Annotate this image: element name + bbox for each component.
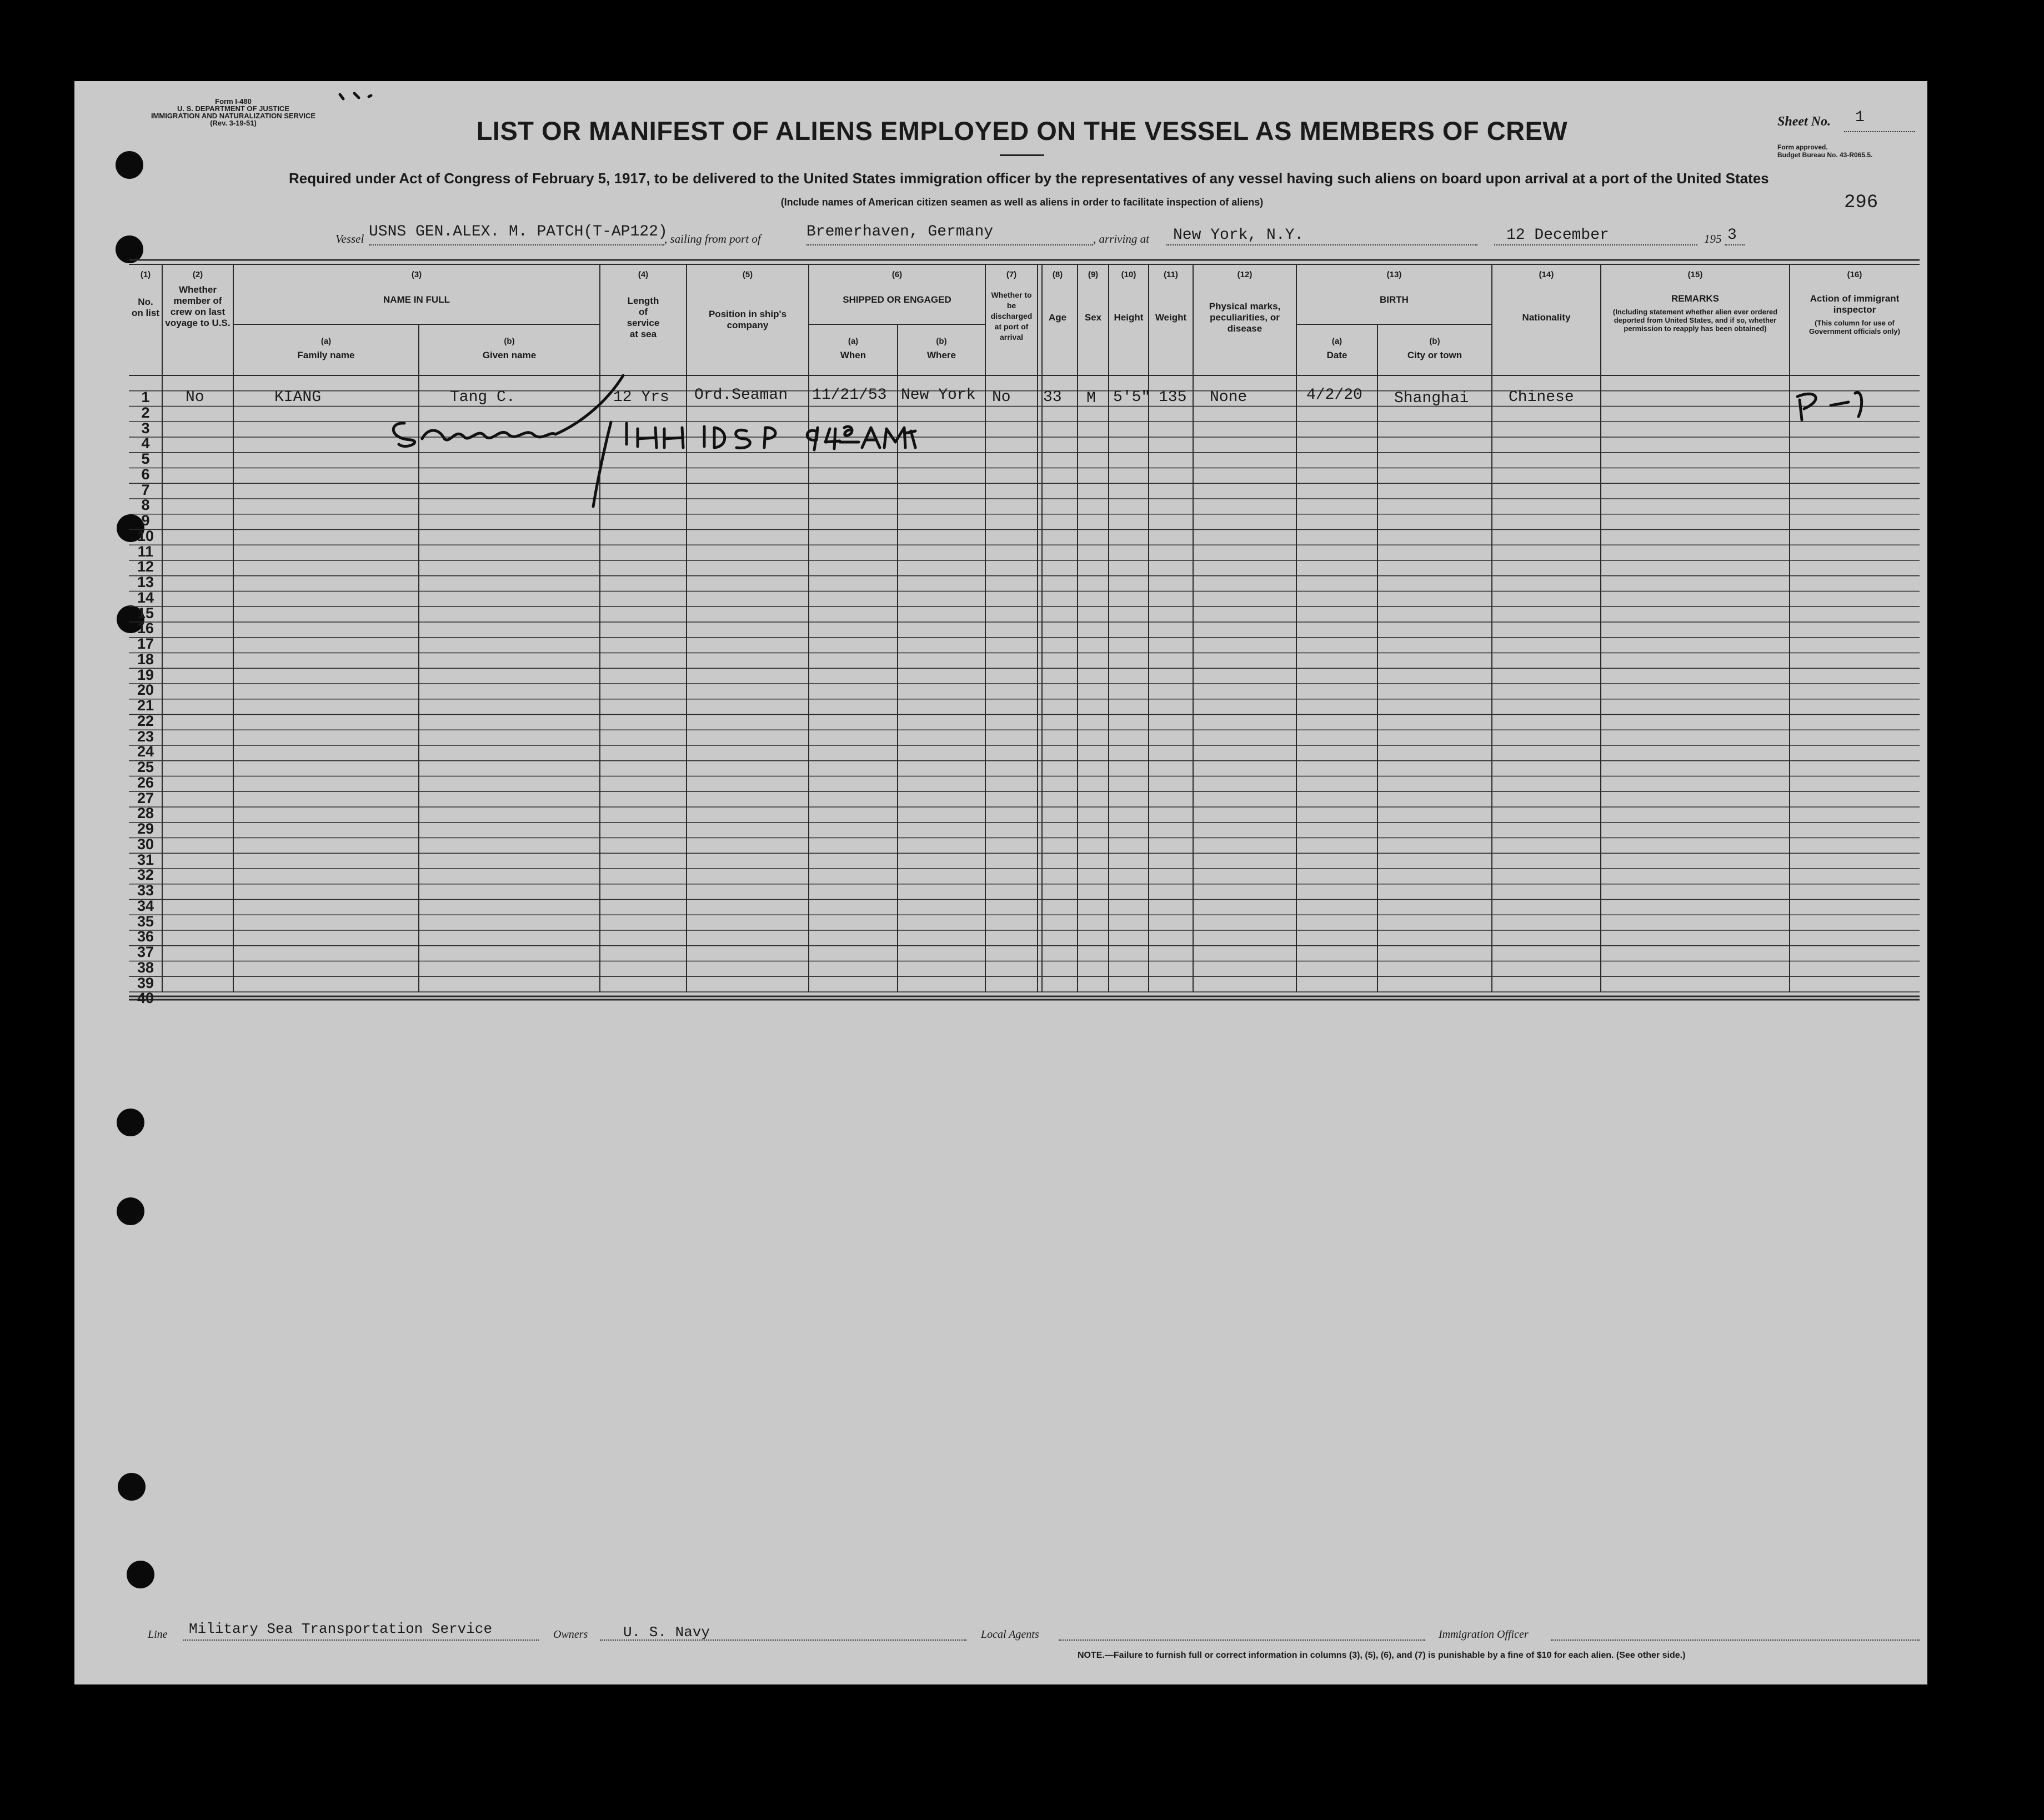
vessel-name: USNS GEN.ALEX. M. PATCH(T-AP122) bbox=[369, 223, 668, 240]
row-number: 20 bbox=[137, 681, 154, 699]
entry-weight: 135 bbox=[1159, 389, 1187, 406]
revision-date: (Rev. 3-19-51) bbox=[210, 119, 257, 127]
vessel-label: Vessel bbox=[335, 232, 364, 245]
entry-discharged: No bbox=[992, 389, 1011, 406]
col4-number: (4) bbox=[638, 270, 649, 279]
row-number: 34 bbox=[137, 897, 154, 914]
page-instruction: (Include names of American citizen seamen as well as aliens in order to facilitate inspection of aliens) bbox=[780, 197, 1264, 208]
col13-header: BIRTH bbox=[1380, 294, 1409, 305]
row-number: 19 bbox=[137, 666, 154, 683]
entry-birth-city: Shanghai bbox=[1394, 390, 1469, 407]
col1-header: No. on list bbox=[131, 297, 160, 318]
col12-header: Physical marks, peculiarities, or disease bbox=[1209, 301, 1281, 334]
line-label: Line bbox=[148, 1628, 168, 1641]
arrival-date: 12 December bbox=[1506, 227, 1609, 244]
col6b-number: (b) bbox=[936, 337, 947, 346]
entry-shipped-where: New York bbox=[901, 387, 976, 404]
col15-number: (15) bbox=[1687, 270, 1703, 279]
row-number: 5 bbox=[141, 450, 150, 467]
entry-age: 33 bbox=[1043, 389, 1062, 406]
owners-value: U. S. Navy bbox=[623, 1624, 710, 1641]
entry-physical-marks: None bbox=[1210, 389, 1248, 406]
row-number: 1 bbox=[141, 389, 150, 405]
col9-number: (9) bbox=[1088, 270, 1099, 279]
col5-number: (5) bbox=[742, 270, 753, 279]
entry-family-name: KIANG bbox=[274, 389, 322, 406]
col13b-header: City or town bbox=[1407, 350, 1462, 360]
owners-field bbox=[600, 1639, 966, 1641]
row-number: 39 bbox=[137, 974, 154, 991]
local-agents-label: Local Agents bbox=[981, 1628, 1039, 1641]
row-number: 12 bbox=[137, 558, 154, 575]
line-field bbox=[183, 1639, 539, 1641]
col16-subheader: (This column for use of Government officials only) bbox=[1809, 319, 1900, 335]
col5-header: Position in ship's company bbox=[708, 309, 787, 330]
row-number: 22 bbox=[137, 712, 154, 729]
col4-header: Length of service at sea bbox=[627, 295, 660, 339]
row-number: 13 bbox=[137, 574, 154, 590]
row-number: 38 bbox=[137, 959, 154, 976]
col12-number: (12) bbox=[1237, 270, 1253, 279]
year-prefix: 195 bbox=[1704, 232, 1722, 245]
entry-height: 5'5" bbox=[1113, 389, 1151, 406]
col7-number: (7) bbox=[1006, 270, 1017, 279]
immigration-officer-label: Immigration Officer bbox=[1439, 1628, 1529, 1641]
row-number: 15 bbox=[137, 604, 154, 621]
col3a-header: Family name bbox=[297, 350, 355, 360]
row-number: 16 bbox=[137, 620, 154, 637]
col6a-number: (a) bbox=[848, 337, 859, 346]
col15-header: REMARKS bbox=[1671, 293, 1719, 304]
row-number: 3 bbox=[141, 419, 150, 437]
row-number: 25 bbox=[137, 759, 154, 775]
row-number: 31 bbox=[137, 851, 154, 868]
row-number: 14 bbox=[137, 589, 154, 606]
row-number: 28 bbox=[137, 805, 154, 822]
row-number: 33 bbox=[137, 882, 154, 899]
col6b-header: Where bbox=[927, 350, 956, 360]
row-number: 8 bbox=[141, 497, 150, 514]
col10-header: Height bbox=[1114, 312, 1144, 323]
approval-line: Form approved. bbox=[1777, 143, 1828, 151]
row-number: 27 bbox=[137, 789, 154, 806]
col13a-header: Date bbox=[1326, 350, 1347, 360]
col15-subheader: (Including statement whether alien ever ordered deported from United States, and if so, whether permission to reapply has been obtained) bbox=[1612, 308, 1778, 333]
row-number: 10 bbox=[137, 527, 154, 544]
row-number: 23 bbox=[137, 728, 154, 745]
row-number: 35 bbox=[137, 912, 154, 930]
page-title: LIST OR MANIFEST OF ALIENS EMPLOYED ON THE VESSEL AS MEMBERS OF CREW bbox=[476, 116, 1568, 146]
row-number: 37 bbox=[137, 944, 154, 960]
col6-header: SHIPPED OR ENGAGED bbox=[843, 294, 951, 305]
row-number: 29 bbox=[137, 820, 154, 837]
row-number: 2 bbox=[141, 404, 150, 421]
col8-number: (8) bbox=[1052, 270, 1063, 279]
entry-given-name: Tang C. bbox=[450, 389, 515, 406]
service-name: IMMIGRATION AND NATURALIZATION SERVICE bbox=[151, 112, 316, 120]
row-number: 18 bbox=[137, 650, 154, 668]
col1-number: (1) bbox=[140, 270, 151, 279]
col13-number: (13) bbox=[1386, 270, 1402, 279]
col16-number: (16) bbox=[1847, 270, 1862, 279]
entry-sex: M bbox=[1086, 390, 1096, 407]
entry-position: Ord.Seaman bbox=[694, 387, 788, 404]
entry-birth-date: 4/2/20 bbox=[1306, 387, 1362, 404]
col3b-header: Given name bbox=[482, 350, 537, 360]
row-number: 36 bbox=[137, 928, 154, 945]
col7-header: Whether to be discharged at port of arrival bbox=[990, 290, 1033, 342]
arriving-label: , arriving at bbox=[1093, 232, 1149, 245]
row-number: 40 bbox=[137, 990, 154, 1007]
row-number: 6 bbox=[141, 465, 150, 483]
col10-number: (10) bbox=[1121, 270, 1136, 279]
col11-number: (11) bbox=[1164, 270, 1178, 279]
col14-header: Nationality bbox=[1522, 312, 1571, 323]
col3b-number: (b) bbox=[504, 337, 515, 346]
sailing-port: Bremerhaven, Germany bbox=[806, 223, 994, 240]
col13a-number: (a) bbox=[1331, 337, 1342, 346]
col3-header: NAME IN FULL bbox=[383, 294, 450, 305]
col6a-header: When bbox=[840, 350, 866, 360]
local-agents-field bbox=[1059, 1639, 1425, 1641]
col6-number: (6) bbox=[891, 270, 903, 279]
year-suffix: 3 bbox=[1727, 227, 1737, 244]
row-number: 9 bbox=[141, 512, 150, 529]
row-number: 7 bbox=[141, 481, 150, 498]
row-number: 30 bbox=[137, 835, 154, 853]
row-number: 21 bbox=[137, 697, 154, 714]
page-subtitle: Required under Act of Congress of February 5, 1917, to be delivered to the United States immigration officer by the representatives of any vessel having such aliens on board upon arrival at a port of the United States bbox=[289, 170, 1769, 187]
entry-shipped-when: 11/21/53 bbox=[812, 387, 887, 404]
col9-header: Sex bbox=[1084, 312, 1102, 323]
department-name: U. S. DEPARTMENT OF JUSTICE bbox=[177, 104, 289, 113]
entry-nationality: Chinese bbox=[1509, 389, 1574, 406]
col14-number: (14) bbox=[1539, 270, 1554, 279]
row-number: 32 bbox=[137, 866, 154, 884]
sailing-label: , sailing from port of bbox=[664, 232, 761, 245]
arrival-port: New York, N.Y. bbox=[1173, 227, 1304, 244]
col3-number: (3) bbox=[411, 270, 422, 279]
row-number: 11 bbox=[137, 543, 154, 560]
row-number: 24 bbox=[137, 743, 154, 760]
immigration-officer-field bbox=[1551, 1639, 1920, 1641]
form-number: Form I-480 bbox=[215, 97, 252, 106]
col11-header: Weight bbox=[1155, 312, 1187, 323]
col16-header: Action of immigrant inspector bbox=[1810, 293, 1900, 315]
sheet-label: Sheet No. bbox=[1777, 114, 1831, 129]
approval-line: Budget Bureau No. 43-R065.5. bbox=[1777, 151, 1873, 159]
entry-service-length: 12 Yrs bbox=[613, 389, 669, 406]
row-number: 26 bbox=[137, 774, 154, 791]
row-number: 4 bbox=[141, 435, 150, 452]
col13b-number: (b) bbox=[1429, 337, 1440, 346]
penalty-note: NOTE.—Failure to furnish full or correct information in columns (3), (5), (6), and (7) is punishable by a fine of $10 for each alien. (See other side.) bbox=[1078, 1651, 1686, 1660]
col2-number: (2) bbox=[192, 270, 203, 279]
col3a-number: (a) bbox=[320, 337, 332, 346]
file-number: 296 bbox=[1844, 192, 1878, 213]
entry-last-voyage: No bbox=[186, 389, 204, 406]
col8-header: Age bbox=[1048, 312, 1067, 323]
row-number: 17 bbox=[137, 635, 154, 652]
col2-header: Whether member of crew on last voyage to U.S. bbox=[165, 284, 231, 328]
owners-label: Owners bbox=[553, 1628, 588, 1641]
sheet-number: 1 bbox=[1855, 109, 1865, 126]
line-value: Military Sea Transportation Service bbox=[189, 1621, 493, 1637]
